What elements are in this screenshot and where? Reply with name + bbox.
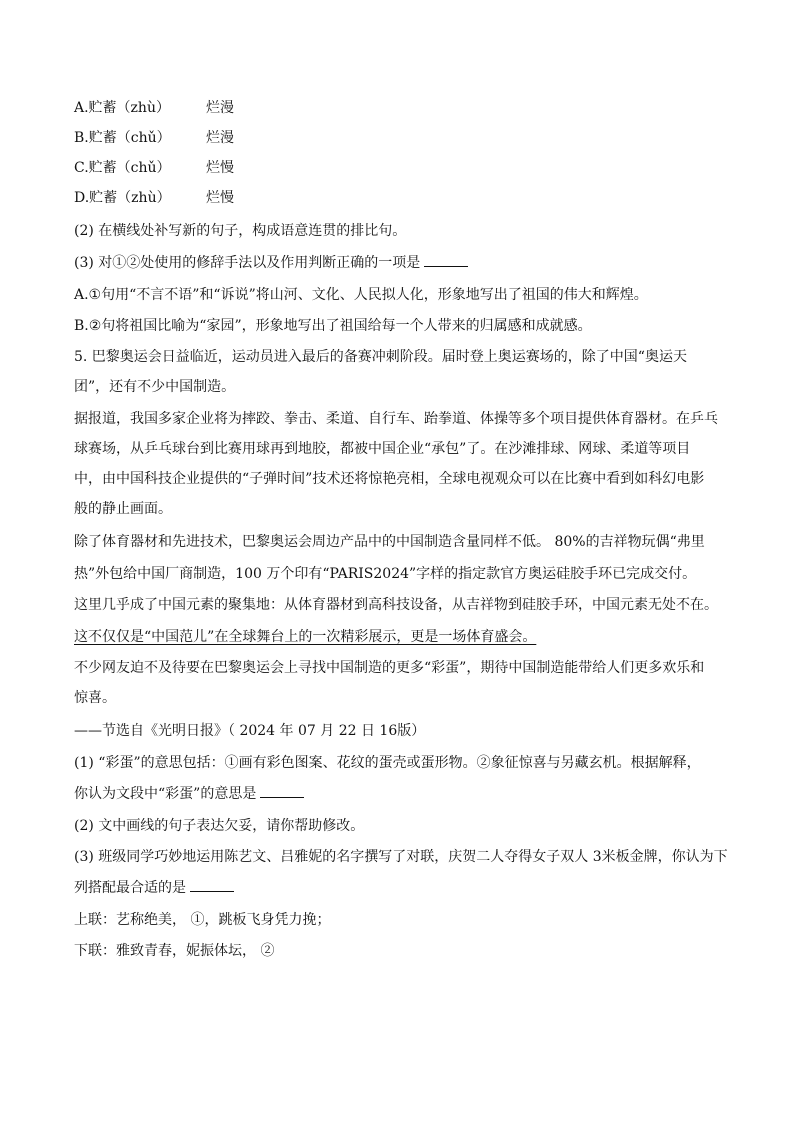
answer-blank[interactable] — [424, 254, 468, 267]
option-c-word: 烂慢 — [206, 160, 234, 176]
sub-question-3-line-1: (3) 班级同学巧妙地运用陈艺文、吕雅妮的名字撰写了对联，庆贺二人夺得女子双人 3米板金牌，你认为下 — [74, 849, 728, 865]
sub-question-3-text: 列搭配最合适的是 — [74, 880, 186, 896]
sub-question-1-text: 你认为文段中“彩蛋”的意思是 — [74, 786, 257, 802]
answer-blank[interactable] — [260, 785, 304, 798]
question-3-option-b: B.②句将祖国比喻为“家园”，形象地写出了祖国给每一个人带来的归属感和成就感。 — [74, 318, 592, 334]
option-b-word: 烂漫 — [206, 130, 234, 146]
option-d-label: D.贮蓄（zhù） — [74, 190, 171, 206]
paragraph-3-line-1: 这里几乎成了中国元素的聚集地：从体育器材到高科技设备，从吉祥物到硅胶手环，中国元素无处不在。 — [74, 597, 718, 613]
paragraph-4-line-1: 不少网友迫不及待要在巴黎奥运会上寻找中国制造的更多“彩蛋”，期待中国制造能带给人们更多欢乐和 — [74, 660, 705, 676]
sub-question-3-line-2 — [74, 878, 234, 898]
option-a-word: 烂漫 — [206, 100, 234, 116]
source-citation: ——节选自《光明日报》（ 2024 年 07 月 22 日 16版） — [74, 723, 426, 739]
option-c-label: C.贮蓄（chǔ） — [74, 160, 171, 176]
option-a-label: A.贮蓄（zhù） — [74, 100, 170, 116]
paragraph-1-line-3: 中，由中国科技企业提供的“子弹时间”技术还将惊艳亮相，全球电视观众可以在比赛中看到如科幻电影 — [74, 471, 705, 487]
paragraph-1-line-2: 球赛场，从乒乓球台到比赛用球再到地胶，都被中国企业“承包”了。在沙滩排球、网球、柔道等项目 — [74, 441, 691, 457]
paragraph-2-line-2: 热”外包给中国厂商制造，100 万个印有“PARIS2024”字样的指定款官方奥运硅胶手环已完成交付。 — [74, 566, 697, 582]
question-5-line-1: 5. 巴黎奥运会日益临近，运动员进入最后的备赛冲刺阶段。届时登上奥运赛场的，除了中国“奥运天 — [74, 349, 687, 365]
question-3-text: (3) 对①②处使用的修辞手法以及作用判断正确的一项是 — [74, 255, 421, 271]
question-3-option-a: A.①句用“不言不语”和“诉说”将山河、文化、人民拟人化，形象地写出了祖国的伟大和辉煌。 — [74, 287, 648, 303]
paragraph-2-line-1: 除了体育器材和先进技术，巴黎奥运会周边产品中的中国制造含量同样不低。 80%的吉祥物玩偶“弗里 — [74, 534, 705, 550]
paragraph-1-line-1: 据报道，我国多家企业将为摔跤、拳击、柔道、自行车、跆拳道、体操等多个项目提供体育器材。在乒乓 — [74, 411, 718, 427]
question-2: (2) 在横线处补写新的句子，构成语意连贯的排比句。 — [74, 223, 407, 239]
couplet-upper: 上联：艺称绝美， ①，跳板飞身凭力挽； — [74, 912, 331, 928]
sub-question-2: (2) 文中画线的句子表达欠妥，请你帮助修改。 — [74, 818, 365, 834]
sub-question-1-line-2 — [74, 784, 304, 804]
sub-question-1-line-1: (1) “彩蛋”的意思包括：①画有彩色图案、花纹的蛋壳或蛋形物。②象征惊喜与另藏玄机。根据解释， — [74, 755, 701, 771]
question-5-line-2: 团”，还有不少中国制造。 — [74, 379, 236, 395]
answer-blank[interactable] — [190, 879, 234, 892]
underlined-sentence: 这不仅仅是“中国范儿”在全球舞台上的一次精彩展示，更是一场体育盛会。 — [74, 629, 537, 645]
question-3 — [74, 253, 468, 273]
option-b-label: B.贮蓄（chǔ） — [74, 130, 171, 146]
paragraph-4-line-2: 惊喜。 — [74, 690, 116, 706]
couplet-lower: 下联：雅致青春，妮振体坛， ② — [74, 943, 275, 959]
option-d-word: 烂慢 — [206, 190, 234, 206]
paragraph-1-line-4: 般的静止画面。 — [74, 501, 172, 517]
